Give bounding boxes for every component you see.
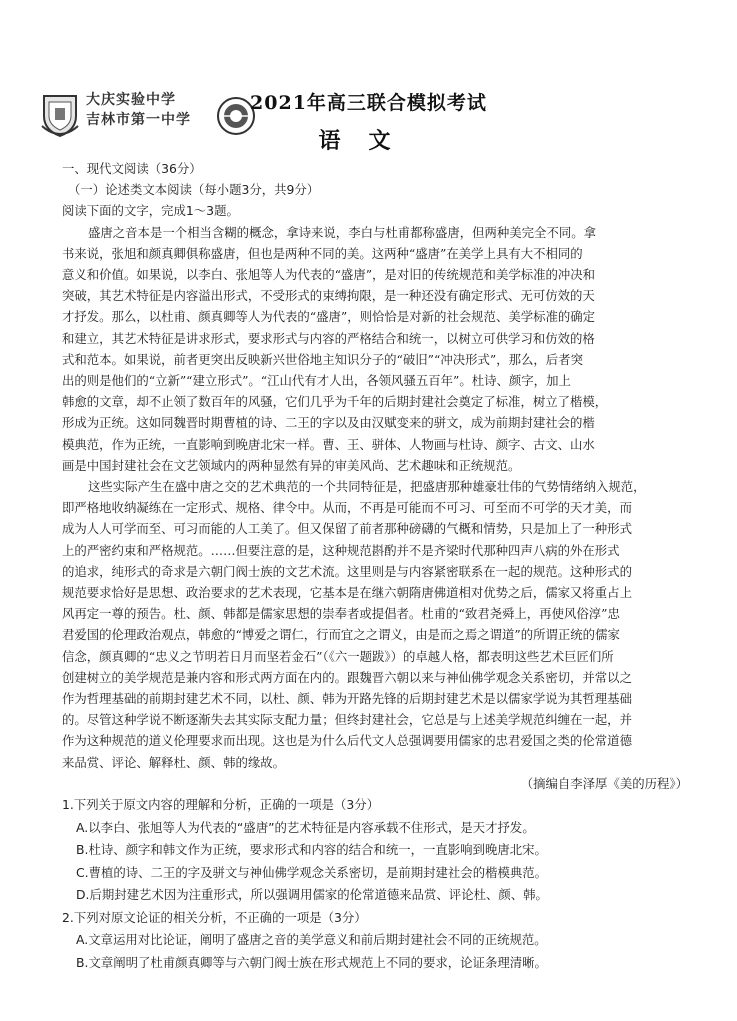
section-heading: 一、现代文阅读（36分）: [62, 161, 202, 176]
passage-line: 式和范本。如果说，前者更突出反映新兴世俗地主知识分子的“破旧”“冲决形式”，那么，后者突: [62, 351, 583, 367]
passage-line: 模典范，作为正统，一直影响到晚唐北宋一样。曹、王、骈体、人物画与杜诗、颜字、古文、山水: [62, 436, 595, 452]
passage-line: 上的严密约束和严格规范。……但要注意的是，这种规范斟酌并不是齐梁时代那种四声八病的外在形式: [62, 542, 620, 558]
exam-subject: 语文: [318, 128, 419, 154]
passage-line: 君爱国的伦理政治观点，韩愈的“博爱之谓仁，行而宜之之谓义，由是而之焉之谓道”的所谓正统的儒家: [62, 627, 620, 643]
answer-option-a: A.以李白、张旭等人为代表的“盛唐”的艺术特征是内容承载不住形式，是天才抒发。: [76, 819, 535, 835]
answer-option-c: C.曹植的诗、二王的字及骈文与神仙佛学观念关系密切，是前期封建社会的楷模典范。: [76, 864, 548, 880]
passage-line: 的追求，纯形式的奇求是六朝门阀士族的文艺术流。这里则是与内容紧密联系在一起的规范。这种形式的: [62, 563, 632, 579]
question-stem: 2.下列对原文论证的相关分析，不正确的一项是（3分）: [62, 909, 367, 925]
question-2: [62, 907, 690, 975]
passage-line: 成为人人可学而至、可习而能的人工美了。但又保留了前者那种磅礴的气概和情势，只是加上了一种形式: [62, 521, 632, 537]
passage-line: 规范要求恰好是思想、政治要求的艺术表现，它基本是在继六朝隋唐佛道相对优势之后，儒家又将重占上: [62, 585, 632, 601]
question-stem: 1.下列关于原文内容的理解和分析，正确的一项是（3分）: [62, 797, 380, 813]
school-name-1: 大庆实验中学: [86, 92, 176, 108]
question-1: [62, 794, 690, 907]
passage: [62, 222, 690, 773]
passage-line: 形成为正统。这如同魏晋时期曹植的诗、二王的字以及由汉赋变来的骈文，成为前期封建社会的楷: [62, 415, 595, 431]
passage-line: 书来说，张旭和颜真卿俱称盛唐，但也是两种不同的美。这两种“盛唐”在美学上具有大不相同的: [62, 245, 583, 261]
section-sub-heading: （一）论述类文本阅读（每小题3分，共9分）: [68, 182, 320, 198]
passage-line: 这些实际产生在盛中唐之交的艺术典范的一个共同特征是，把盛唐那种雄豪壮伟的气势情绪纳入规范，: [88, 479, 646, 495]
passage-line: 创建树立的美学规范是兼内容和形式两方面在内的。跟魏晋六朝以来与神仙佛学观念关系密切，并常以之: [62, 669, 632, 685]
passage-line: 画是中国封建社会在文艺领域内的两种显然有异的审美风尚、艺术趣味和正统规范。: [62, 457, 521, 473]
passage-line: 突破，其艺术特征是内容溢出形式，不受形式的束缚拘限，是一种还没有确定形式、无可仿效的天: [62, 288, 595, 304]
passage-line: 出的则是他们的“立新”“建立形式”。“江山代有才人出，各领风骚五百年”。杜诗、颜字，加上: [62, 373, 571, 389]
passage-line: 风再定一尊的预告。杜、颜、韩都是儒家思想的崇奉者或提倡者。杜甫的“致君尧舜上，再使风俗淳”忠: [62, 606, 620, 622]
answer-option-a: A.文章运用对比论证，阐明了盛唐之音的美学意义和前后期封建社会不同的正统规范。: [76, 932, 547, 948]
passage-line: 才抒发。那么，以杜甫、颜真卿等人为代表的“盛唐”，则恰恰是对新的社会规范、美学标准的确定: [62, 309, 596, 325]
passage-line: 作为这种规范的道义伦理要求而出现。这也是为什么后代文人总强调要用儒家的忠君爱国之类的伦常道德: [62, 733, 632, 749]
passage-line: 作为哲理基础的前期封建艺术不同，以杜、颜、韩为开路先锋的后期封建艺术是以儒家学说为其哲理基础: [62, 691, 632, 707]
passage-line: 盛唐之音本是一个相当含糊的概念，拿诗来说，李白与杜甫都称盛唐，但两种美完全不同。拿: [88, 224, 597, 240]
exam-content: [62, 158, 690, 974]
passage-line: 信念，颜真卿的“忠义之节明若日月而坚若金石”（《六一题跋》）的卓越人格，都表明这些艺术巨匠们所: [62, 648, 614, 664]
passage-line: 韩愈的文章，却不止领了数百年的风骚，它们几乎为千年的后期封建社会奠定了标准，树立了楷模，: [62, 394, 608, 410]
passage-line: 来品赏、评论、解释杜、颜、韩的缘故。: [62, 754, 286, 770]
passage-line: 意义和价值。如果说，以李白、张旭等人为代表的“盛唐”，是对旧的传统规范和美学标准的冲决和: [62, 267, 596, 283]
passage-line: 的。尽管这种学说不断逐渐失去其实际支配力量；但终封建社会，它总是与上述美学规范纠缠在一起，并: [62, 712, 632, 728]
passage-source: （摘编自李泽厚《美的历程》）: [520, 775, 688, 791]
answer-option-b: B.杜诗、颜字和韩文作为正统，要求形式和内容的结合和统一，一直影响到晚唐北宋。: [76, 842, 547, 858]
section-instruction: 阅读下面的文字，完成1～3题。: [62, 203, 239, 219]
school-name-2: 吉林市第一中学: [86, 112, 191, 128]
passage-line: 即严格地收纳凝练在一定形式、规格、律令中。从而，不再是可能而不可习、可至而不可学的天才美，而: [62, 500, 632, 516]
answer-option-b: B.文章阐明了杜甫颜真卿等与六朝门阀士族在形式规范上不同的要求，论证条理清晰。: [76, 954, 547, 970]
answer-option-d: D.后期封建艺术因为注重形式，所以强调用儒家的伦常道德来品赏、评论杜、颜、韩。: [76, 887, 548, 903]
exam-title: 2021年高三联合模拟考试: [250, 92, 487, 114]
passage-line: 和建立，其艺术特征是讲求形式，要求形式与内容的严格结合和统一，以树立可供学习和仿效的格: [62, 330, 595, 346]
